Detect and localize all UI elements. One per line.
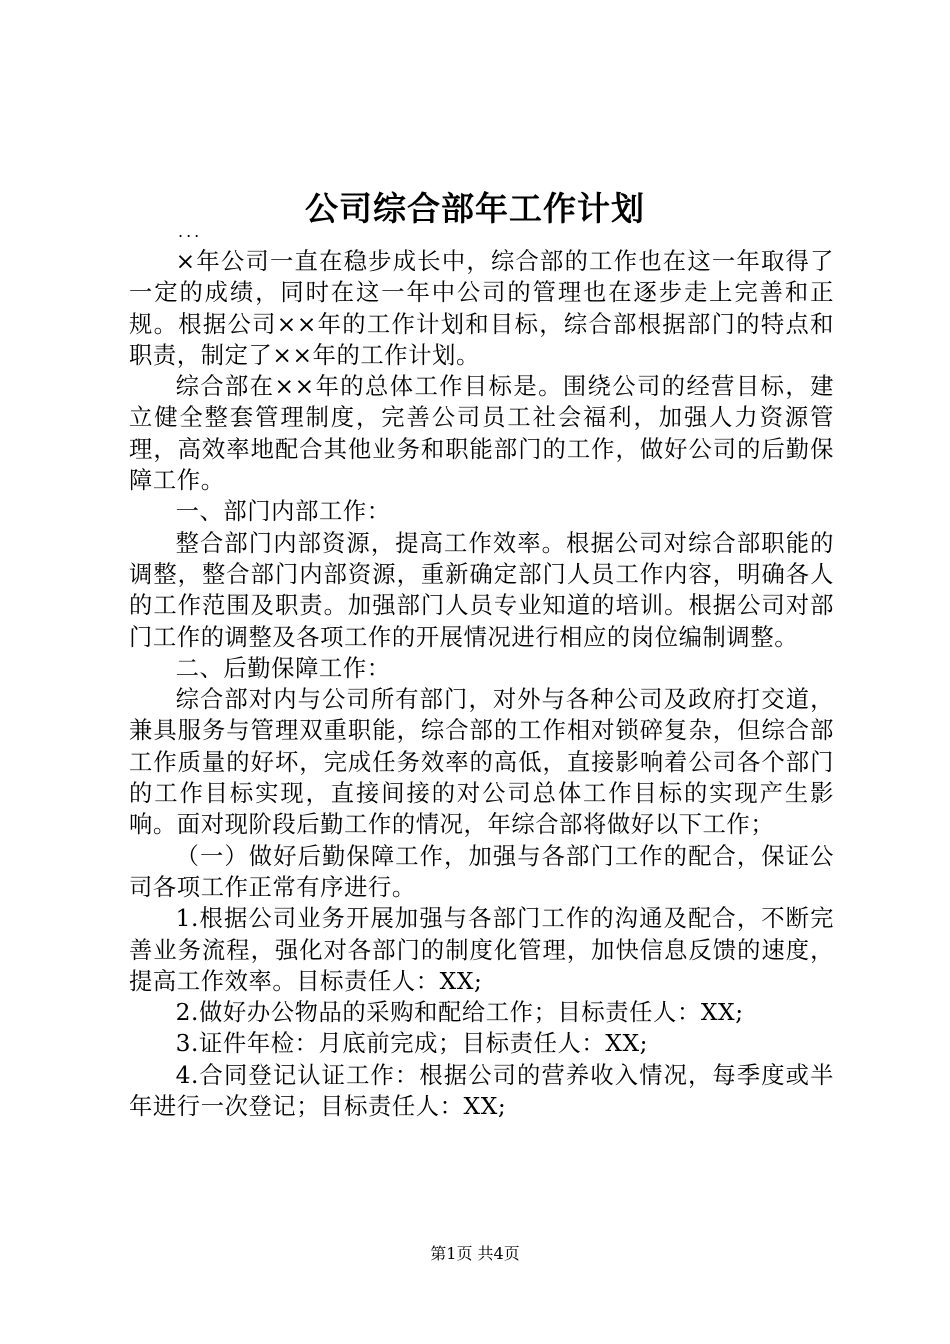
list-item-2: 2.做好办公物品的采购和配给工作；目标责任人：XX; [175,999,744,1027]
list-item-4: 4.合同登记认证工作：根据公司的营养收入情况，每季度或半年进行一次登记；目标责任人：XX; [129,1061,834,1121]
subsection-heading-1: （一）做好后勤保障工作，加强与各部门工作的配合，保证公司各项工作正常有序进行。 [129,842,834,901]
paragraph-goal: 综合部在××年的总体工作目标是。围绕公司的经营目标，建立健全整套管理制度，完善公司员工社会福利，加强人力资源管理，高效率地配合其他业务和职能部门的工作，做好公司的后勤保障工作。 [129,373,834,495]
section-heading-logistics: 二、后勤保障工作： [175,654,391,682]
document-body [129,246,834,1122]
paragraph-logistics: 综合部对内与公司所有部门，对外与各种公司及政府打交道，兼具服务与管理双重职能，综合部的工作相对锁碎复杂，但综合部工作质量的好坏，完成任务效率的高低，直接影响着公司各个部门的工作目标实现，直接间接的对公司总体工作目标的实现产生影响。面对现阶段后勤工作的情况，年综合部将做好以下工作； [129,686,834,839]
ellipsis-mark: ... [178,222,203,241]
list-item-3: 3.证件年检：月底前完成；目标责任人：XX; [175,1030,649,1058]
list-item-1: 1.根据公司业务开展加强与各部门工作的沟通及配合，不断完善业务流程，强化对各部门的制度化管理，加快信息反馈的速度，提高工作效率。目标责任人：XX; [129,905,834,995]
paragraph-internal: 整合部门内部资源，提高工作效率。根据公司对综合部职能的调整，整合部门内部资源，重新确定部门人员工作内容，明确各人的工作范围及职责。加强部门人员专业知道的培训。根据公司对部门工作的调整及各项工作的开展情况进行相应的岗位编制调整。 [129,529,834,651]
page-footer: 第1页 共4页 [430,1244,520,1263]
document-title: 公司综合部年工作计划 [305,189,645,228]
paragraph-intro: ×年公司一直在稳步成长中，综合部的工作也在这一年取得了一定的成绩，同时在这一年中公司的管理也在逐步走上完善和正规。根据公司××年的工作计划和目标，综合部根据部门的特点和职责，制定了××年的工作计划。 [129,248,834,369]
section-heading-internal: 一、部门内部工作： [175,498,391,526]
